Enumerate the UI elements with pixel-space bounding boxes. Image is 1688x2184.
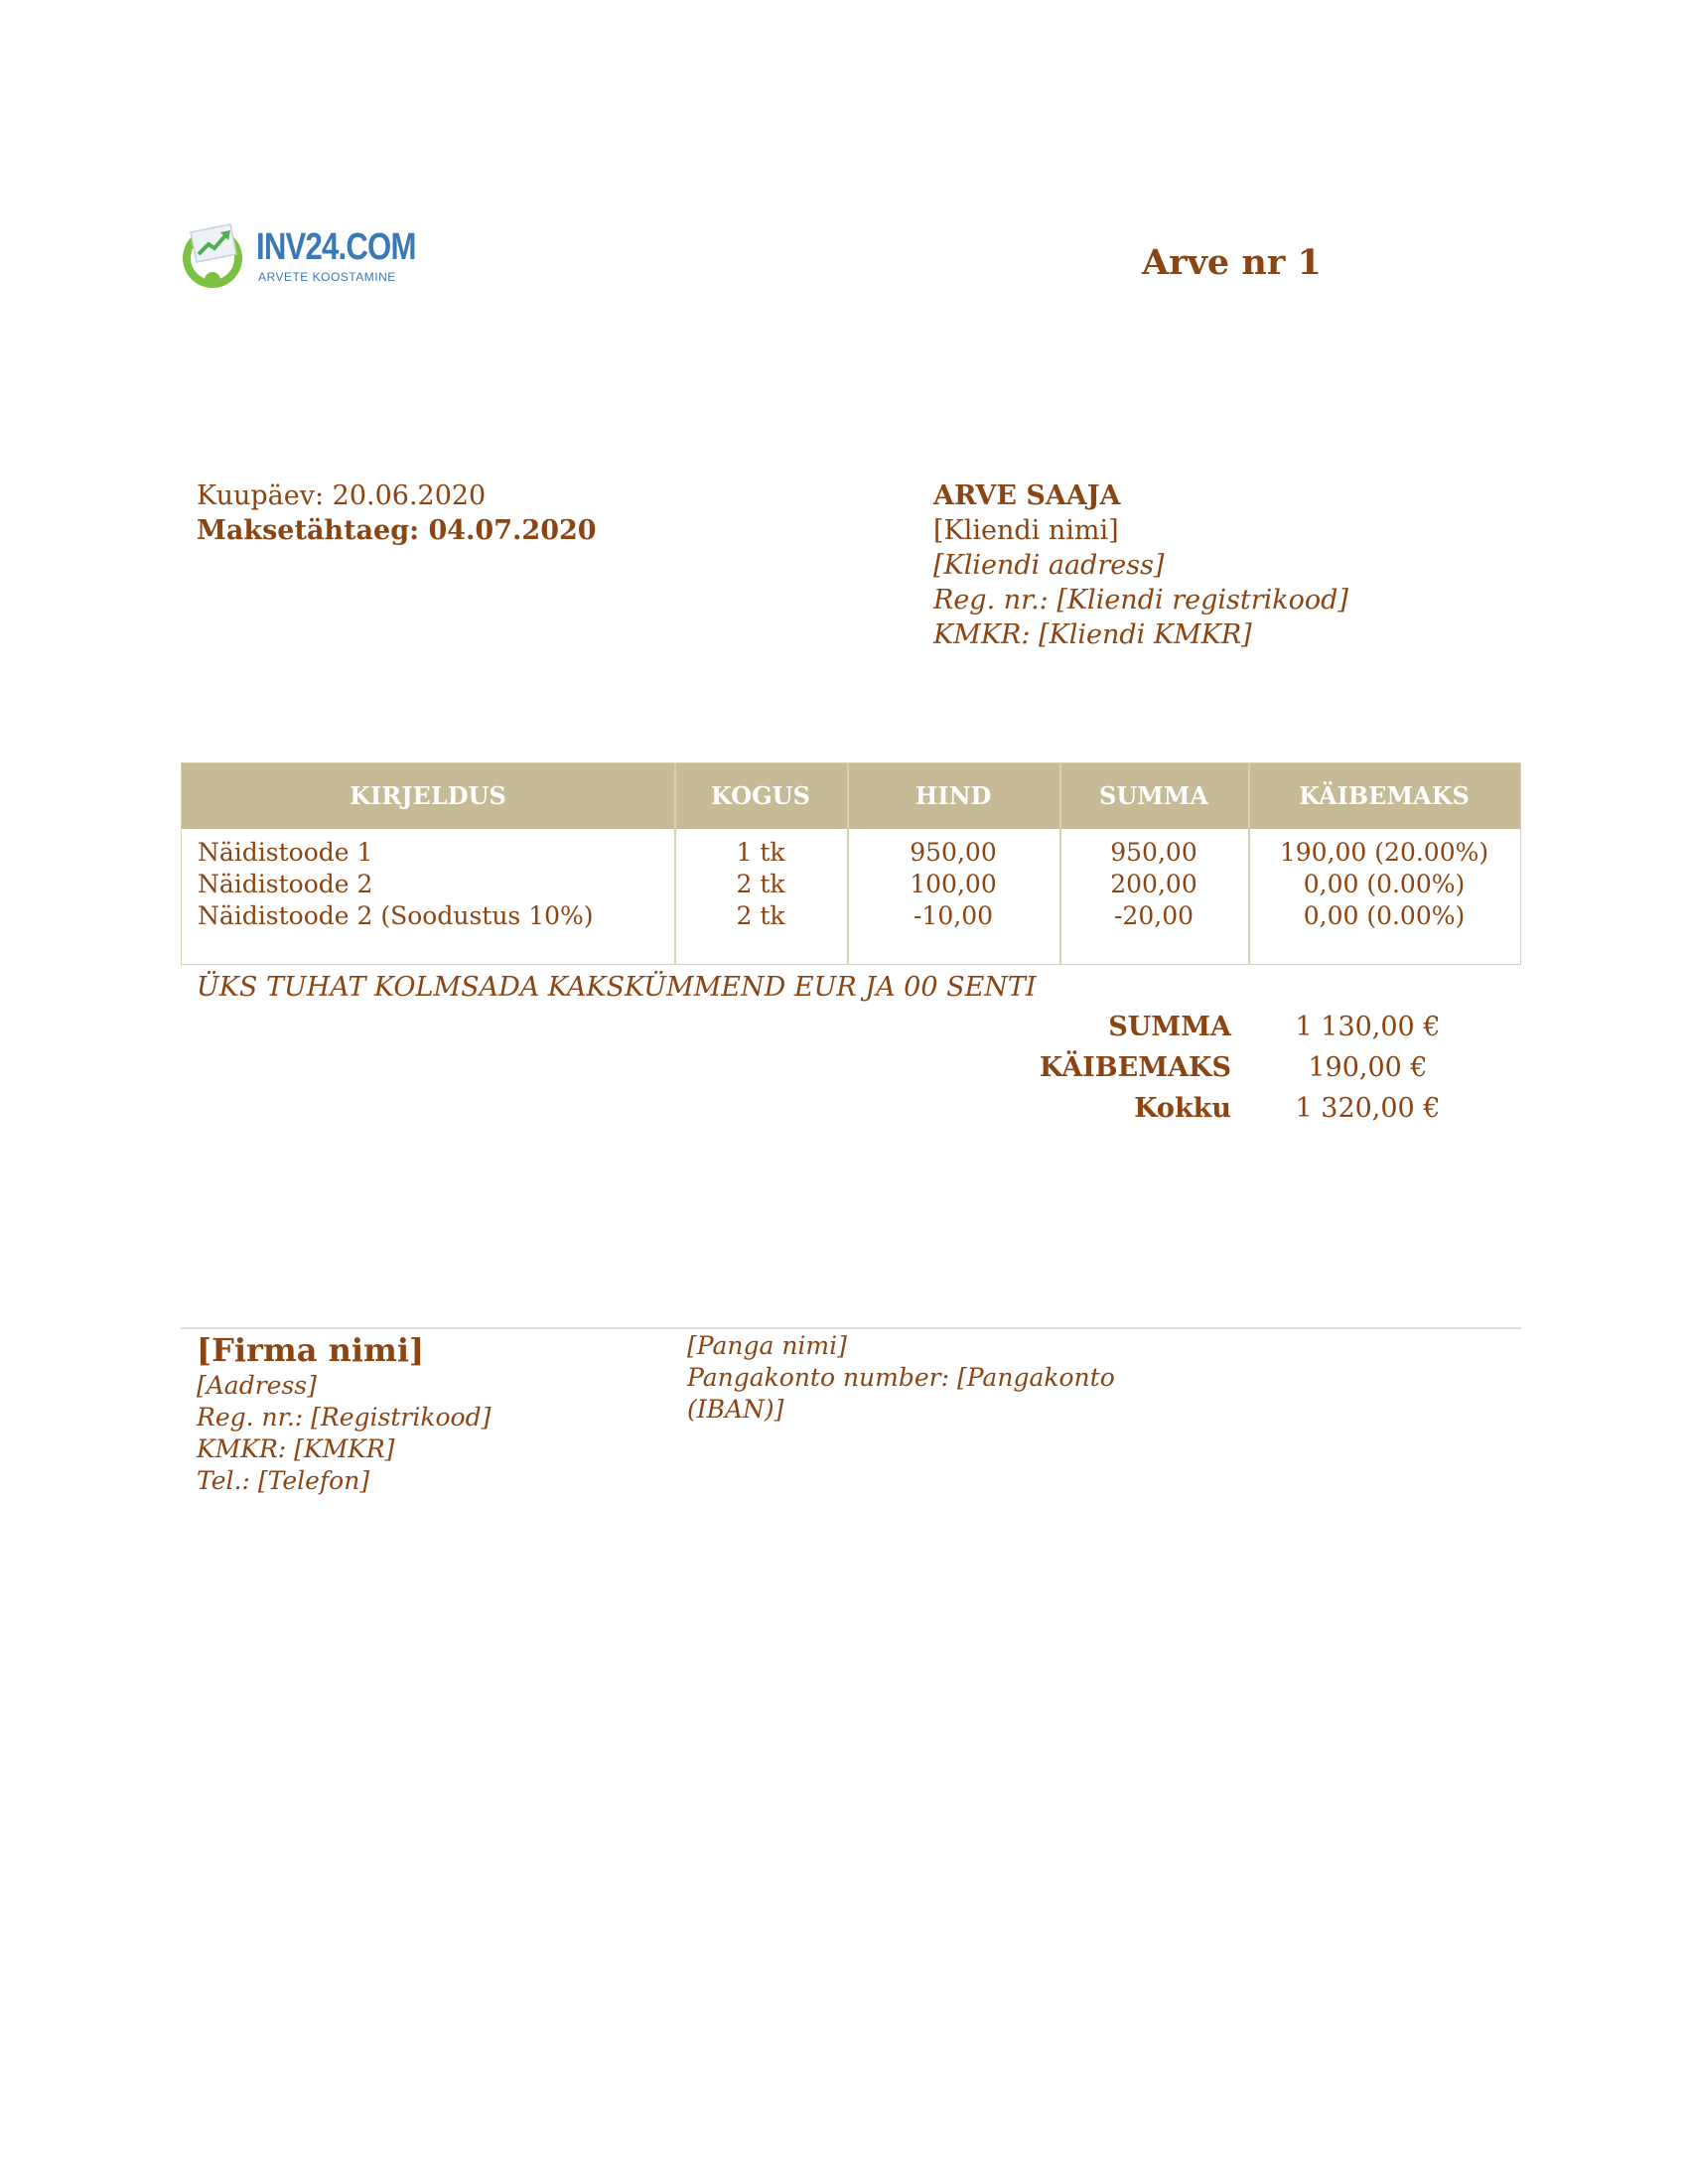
row-3-sum: -20,00 — [1113, 901, 1195, 930]
logo-tagline: ARVETE KOOSTAMINE — [258, 270, 396, 284]
invoice-date: Kuupäev: 20.06.2020 — [197, 480, 487, 511]
row-1-description: Näidistoode 1 — [198, 838, 373, 867]
logo-icon — [181, 220, 252, 292]
total-vat-label: KÄIBEMAKS — [1039, 1052, 1231, 1083]
header-price: HIND — [914, 781, 992, 810]
invoice-title: Arve nr 1 — [1142, 242, 1322, 283]
bank-account-iban: (IBAN)] — [687, 1395, 784, 1424]
bank-name: [Panga nimi] — [687, 1331, 847, 1360]
company-reg: Reg. nr.: [Registrikood] — [197, 1403, 492, 1432]
row-2-sum: 200,00 — [1110, 870, 1197, 898]
items-table — [181, 762, 1521, 965]
row-1-vat: 190,00 (20.00%) — [1279, 838, 1489, 867]
header-sum: SUMMA — [1098, 781, 1208, 810]
company-address: [Aadress] — [197, 1371, 317, 1400]
row-2-quantity: 2 tk — [736, 870, 785, 898]
bank-block — [687, 1330, 1115, 1426]
recipient-block — [933, 478, 1348, 652]
total-sum-value: 1 130,00 € — [1295, 1012, 1441, 1042]
company-logo — [181, 220, 416, 300]
recipient-name: [Kliendi nimi] — [933, 515, 1119, 546]
invoice-dates — [197, 478, 597, 548]
footer-divider — [181, 1327, 1521, 1329]
header-vat: KÄIBEMAKS — [1299, 781, 1470, 810]
total-vat-value: 190,00 € — [1308, 1052, 1428, 1083]
header-quantity: KOGUS — [711, 781, 810, 810]
row-3-description: Näidistoode 2 (Soodustus 10%) — [198, 901, 594, 930]
recipient-kmkr: KMKR: [Kliendi KMKR] — [933, 619, 1252, 650]
company-phone: Tel.: [Telefon] — [197, 1466, 370, 1495]
due-date: Maksetähtaeg: 04.07.2020 — [197, 515, 597, 546]
company-name: [Firma nimi] — [197, 1331, 425, 1369]
total-sum-label: SUMMA — [1108, 1012, 1231, 1042]
row-3-quantity: 2 tk — [736, 901, 785, 930]
recipient-address: [Kliendi aadress] — [933, 550, 1165, 581]
row-1-price: 950,00 — [910, 838, 997, 867]
row-2-description: Näidistoode 2 — [198, 870, 373, 898]
header-description: KIRJELDUS — [350, 781, 506, 810]
company-kmkr: KMKR: [KMKR] — [197, 1434, 395, 1463]
row-2-price: 100,00 — [910, 870, 997, 898]
row-3-vat: 0,00 (0.00%) — [1303, 901, 1466, 930]
bank-account: Pangakonto number: [Pangakonto — [687, 1363, 1115, 1392]
company-block — [197, 1330, 491, 1497]
table-header — [182, 763, 1520, 829]
recipient-reg: Reg. nr.: [Kliendi registrikood] — [933, 585, 1348, 615]
row-3-price: -10,00 — [913, 901, 994, 930]
logo-name: INV24.COM — [256, 226, 416, 268]
row-1-sum: 950,00 — [1110, 838, 1197, 867]
recipient-heading: ARVE SAAJA — [933, 480, 1121, 511]
grand-total-label: Kokku — [1134, 1093, 1231, 1124]
row-2-vat: 0,00 (0.00%) — [1303, 870, 1466, 898]
row-1-quantity: 1 tk — [736, 838, 785, 867]
amount-in-words: ÜKS TUHAT KOLMSADA KAKSKÜMMEND EUR JA 00 SENTI — [197, 972, 1037, 1003]
grand-total-value: 1 320,00 € — [1295, 1093, 1441, 1124]
